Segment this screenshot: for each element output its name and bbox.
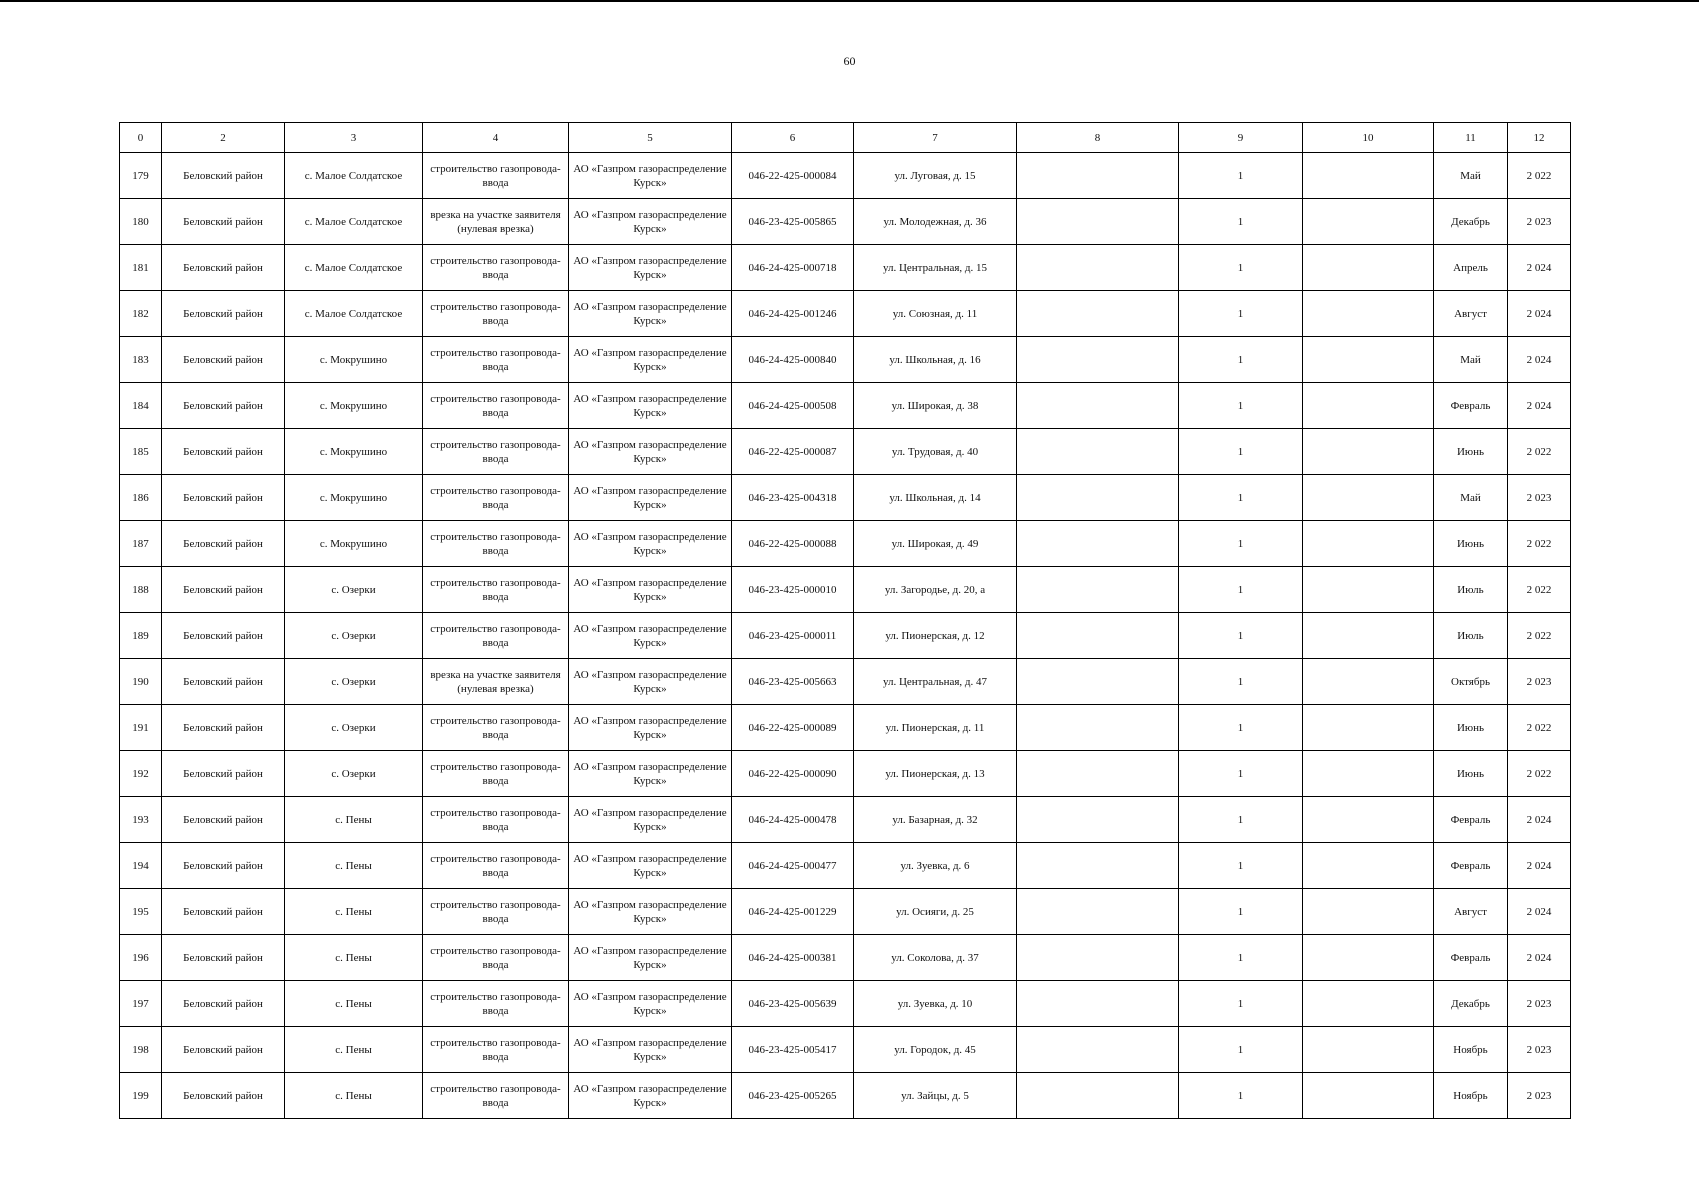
table-cell bbox=[1303, 199, 1434, 245]
table-cell: АО «Газпром газораспределение Курск» bbox=[569, 843, 732, 889]
table-cell: с. Озерки bbox=[285, 751, 423, 797]
table-cell: Беловский район bbox=[162, 567, 285, 613]
table-cell: 046-23-425-005417 bbox=[732, 1027, 854, 1073]
table-cell bbox=[1017, 521, 1179, 567]
table-cell: ул. Зуевка, д. 6 bbox=[854, 843, 1017, 889]
table-cell: 2 023 bbox=[1508, 475, 1571, 521]
table-row bbox=[120, 705, 1571, 751]
table-cell: Беловский район bbox=[162, 659, 285, 705]
table-row bbox=[120, 291, 1571, 337]
table-cell: ул. Луговая, д. 15 bbox=[854, 153, 1017, 199]
table-cell: Беловский район bbox=[162, 613, 285, 659]
table-cell: Беловский район bbox=[162, 751, 285, 797]
table-cell: Июнь bbox=[1434, 521, 1508, 567]
table-cell bbox=[1017, 567, 1179, 613]
table-cell: 046-22-425-000088 bbox=[732, 521, 854, 567]
table-cell: 046-24-425-000477 bbox=[732, 843, 854, 889]
table-cell: Беловский район bbox=[162, 475, 285, 521]
table-cell: 1 bbox=[1179, 521, 1303, 567]
table-cell: строительство газопровода-ввода bbox=[423, 843, 569, 889]
table-cell: ул. Осияги, д. 25 bbox=[854, 889, 1017, 935]
table-cell bbox=[1303, 705, 1434, 751]
table-cell: 192 bbox=[120, 751, 162, 797]
table-cell: ул. Союзная, д. 11 bbox=[854, 291, 1017, 337]
table-cell bbox=[1303, 843, 1434, 889]
table-cell: Апрель bbox=[1434, 245, 1508, 291]
table-cell bbox=[1017, 383, 1179, 429]
table-cell bbox=[1303, 751, 1434, 797]
table-row bbox=[120, 1027, 1571, 1073]
table-cell: ул. Загородье, д. 20, а bbox=[854, 567, 1017, 613]
table-cell: ул. Школьная, д. 16 bbox=[854, 337, 1017, 383]
table-cell: Беловский район bbox=[162, 843, 285, 889]
table-cell: с. Озерки bbox=[285, 705, 423, 751]
table-cell: 046-24-425-000508 bbox=[732, 383, 854, 429]
table-cell: 046-23-425-004318 bbox=[732, 475, 854, 521]
table-row bbox=[120, 245, 1571, 291]
table-cell: Ноябрь bbox=[1434, 1027, 1508, 1073]
table-cell: строительство газопровода-ввода bbox=[423, 935, 569, 981]
table-cell bbox=[1303, 1073, 1434, 1119]
table-cell: АО «Газпром газораспределение Курск» bbox=[569, 889, 732, 935]
table-cell: 180 bbox=[120, 199, 162, 245]
table-cell: с. Мокрушино bbox=[285, 337, 423, 383]
table-cell: Беловский район bbox=[162, 245, 285, 291]
table-cell: 1 bbox=[1179, 337, 1303, 383]
table-cell: 2 024 bbox=[1508, 797, 1571, 843]
table-cell: 1 bbox=[1179, 659, 1303, 705]
table-row bbox=[120, 567, 1571, 613]
table-cell: Август bbox=[1434, 889, 1508, 935]
table-cell: Ноябрь bbox=[1434, 1073, 1508, 1119]
table-row bbox=[120, 475, 1571, 521]
table-cell bbox=[1303, 245, 1434, 291]
table-cell: ул. Школьная, д. 14 bbox=[854, 475, 1017, 521]
table-cell: Беловский район bbox=[162, 291, 285, 337]
table-cell: АО «Газпром газораспределение Курск» bbox=[569, 153, 732, 199]
column-header: 3 bbox=[285, 123, 423, 153]
table-cell: АО «Газпром газораспределение Курск» bbox=[569, 981, 732, 1027]
table-cell: с. Пены bbox=[285, 981, 423, 1027]
table-cell: 2 024 bbox=[1508, 245, 1571, 291]
table-cell: Беловский район bbox=[162, 429, 285, 475]
table-cell: строительство газопровода-ввода bbox=[423, 337, 569, 383]
table-cell bbox=[1017, 245, 1179, 291]
header-row bbox=[120, 123, 1571, 153]
table-cell: Июль bbox=[1434, 613, 1508, 659]
table-cell: 046-22-425-000087 bbox=[732, 429, 854, 475]
table-cell: 190 bbox=[120, 659, 162, 705]
table-cell: ул. Молодежная, д. 36 bbox=[854, 199, 1017, 245]
table-cell: строительство газопровода-ввода bbox=[423, 475, 569, 521]
column-header: 6 bbox=[732, 123, 854, 153]
table-cell: 1 bbox=[1179, 797, 1303, 843]
table-cell: строительство газопровода-ввода bbox=[423, 383, 569, 429]
table-cell: 1 bbox=[1179, 843, 1303, 889]
table-cell: ул. Пионерская, д. 11 bbox=[854, 705, 1017, 751]
table-cell: ул. Базарная, д. 32 bbox=[854, 797, 1017, 843]
table-cell: с. Озерки bbox=[285, 659, 423, 705]
table-cell: 046-24-425-000381 bbox=[732, 935, 854, 981]
column-header: 9 bbox=[1179, 123, 1303, 153]
table-cell bbox=[1303, 429, 1434, 475]
table-row bbox=[120, 199, 1571, 245]
table-cell: Октябрь bbox=[1434, 659, 1508, 705]
page-number: 60 bbox=[843, 54, 856, 68]
table-cell bbox=[1303, 153, 1434, 199]
table-cell: 2 024 bbox=[1508, 843, 1571, 889]
table-cell: строительство газопровода-ввода bbox=[423, 521, 569, 567]
table-cell bbox=[1017, 705, 1179, 751]
table-cell: строительство газопровода-ввода bbox=[423, 981, 569, 1027]
table-cell: 184 bbox=[120, 383, 162, 429]
table-cell: 199 bbox=[120, 1073, 162, 1119]
table-cell: строительство газопровода-ввода bbox=[423, 797, 569, 843]
table-cell bbox=[1303, 613, 1434, 659]
table-cell: строительство газопровода-ввода bbox=[423, 1073, 569, 1119]
table-cell: с. Пены bbox=[285, 843, 423, 889]
table-cell: ул. Трудовая, д. 40 bbox=[854, 429, 1017, 475]
table-cell: 046-23-425-000011 bbox=[732, 613, 854, 659]
table-row bbox=[120, 1073, 1571, 1119]
table-cell bbox=[1017, 751, 1179, 797]
table-cell: 195 bbox=[120, 889, 162, 935]
table-cell: 2 022 bbox=[1508, 567, 1571, 613]
table-cell: Июль bbox=[1434, 567, 1508, 613]
table-cell: Февраль bbox=[1434, 843, 1508, 889]
table-cell: Беловский район bbox=[162, 153, 285, 199]
table-cell: врезка на участке заявителя (нулевая врезка) bbox=[423, 199, 569, 245]
table-body bbox=[120, 153, 1571, 1119]
table-cell: 1 bbox=[1179, 889, 1303, 935]
table-cell bbox=[1303, 475, 1434, 521]
table-cell: 2 024 bbox=[1508, 889, 1571, 935]
table-cell: с. Мокрушино bbox=[285, 383, 423, 429]
column-header: 8 bbox=[1017, 123, 1179, 153]
table-cell: с. Мокрушино bbox=[285, 475, 423, 521]
table-cell: Июнь bbox=[1434, 751, 1508, 797]
table-cell: 2 023 bbox=[1508, 199, 1571, 245]
table-cell: 189 bbox=[120, 613, 162, 659]
table-cell: Декабрь bbox=[1434, 981, 1508, 1027]
table-cell: Беловский район bbox=[162, 981, 285, 1027]
table-cell: 2 023 bbox=[1508, 1073, 1571, 1119]
table-cell: Беловский район bbox=[162, 383, 285, 429]
table-cell: АО «Газпром газораспределение Курск» bbox=[569, 1073, 732, 1119]
table-row bbox=[120, 981, 1571, 1027]
table-row bbox=[120, 521, 1571, 567]
table-cell bbox=[1303, 889, 1434, 935]
table-cell: строительство газопровода-ввода bbox=[423, 889, 569, 935]
table-cell: ул. Широкая, д. 49 bbox=[854, 521, 1017, 567]
table-cell bbox=[1017, 797, 1179, 843]
table-cell: Беловский район bbox=[162, 1027, 285, 1073]
table-cell: 046-22-425-000084 bbox=[732, 153, 854, 199]
table-cell: АО «Газпром газораспределение Курск» bbox=[569, 245, 732, 291]
table-cell: Февраль bbox=[1434, 935, 1508, 981]
table-cell: Беловский район bbox=[162, 705, 285, 751]
table-cell: 046-23-425-000010 bbox=[732, 567, 854, 613]
table-cell: строительство газопровода-ввода bbox=[423, 705, 569, 751]
column-header: 10 bbox=[1303, 123, 1434, 153]
table-cell: строительство газопровода-ввода bbox=[423, 245, 569, 291]
table-cell bbox=[1303, 337, 1434, 383]
table-cell bbox=[1303, 291, 1434, 337]
table-row bbox=[120, 751, 1571, 797]
table-cell: 1 bbox=[1179, 199, 1303, 245]
column-header: 4 bbox=[423, 123, 569, 153]
table-cell: 181 bbox=[120, 245, 162, 291]
table-cell: 194 bbox=[120, 843, 162, 889]
table-cell: 2 023 bbox=[1508, 981, 1571, 1027]
table-cell bbox=[1017, 1073, 1179, 1119]
table-cell: 046-23-425-005663 bbox=[732, 659, 854, 705]
table-cell: АО «Газпром газораспределение Курск» bbox=[569, 199, 732, 245]
table-cell: 1 bbox=[1179, 1073, 1303, 1119]
table-cell: 1 bbox=[1179, 981, 1303, 1027]
table-cell: строительство газопровода-ввода bbox=[423, 567, 569, 613]
column-header: 12 bbox=[1508, 123, 1571, 153]
table-cell: ул. Центральная, д. 47 bbox=[854, 659, 1017, 705]
table-cell: Май bbox=[1434, 337, 1508, 383]
table-cell: 1 bbox=[1179, 705, 1303, 751]
table-cell: с. Мокрушино bbox=[285, 429, 423, 475]
table-cell: 046-24-425-001229 bbox=[732, 889, 854, 935]
table-cell: АО «Газпром газораспределение Курск» bbox=[569, 475, 732, 521]
table-cell: 1 bbox=[1179, 153, 1303, 199]
table-cell: ул. Городок, д. 45 bbox=[854, 1027, 1017, 1073]
table-row bbox=[120, 935, 1571, 981]
table-cell bbox=[1303, 521, 1434, 567]
table-cell: Беловский район bbox=[162, 199, 285, 245]
table-row bbox=[120, 383, 1571, 429]
table-cell: 196 bbox=[120, 935, 162, 981]
table-cell: 2 024 bbox=[1508, 935, 1571, 981]
table-cell: 2 023 bbox=[1508, 1027, 1571, 1073]
data-table bbox=[119, 122, 1571, 1119]
table-cell: с. Пены bbox=[285, 889, 423, 935]
table-cell: АО «Газпром газораспределение Курск» bbox=[569, 337, 732, 383]
table-cell: 197 bbox=[120, 981, 162, 1027]
table-cell: 046-22-425-000089 bbox=[732, 705, 854, 751]
table-cell: 187 bbox=[120, 521, 162, 567]
table-cell bbox=[1017, 291, 1179, 337]
table-cell: Август bbox=[1434, 291, 1508, 337]
table-cell: Беловский район bbox=[162, 1073, 285, 1119]
table-cell bbox=[1303, 981, 1434, 1027]
table-cell: АО «Газпром газораспределение Курск» bbox=[569, 567, 732, 613]
table-cell: Беловский район bbox=[162, 337, 285, 383]
table-cell: строительство газопровода-ввода bbox=[423, 153, 569, 199]
table-cell: 2 022 bbox=[1508, 521, 1571, 567]
table-cell: с. Пены bbox=[285, 1027, 423, 1073]
table-cell: 2 022 bbox=[1508, 613, 1571, 659]
table-cell bbox=[1017, 1027, 1179, 1073]
table-cell bbox=[1303, 797, 1434, 843]
table-cell: 2 024 bbox=[1508, 291, 1571, 337]
table-cell bbox=[1017, 613, 1179, 659]
table-cell: с. Озерки bbox=[285, 567, 423, 613]
table-cell: АО «Газпром газораспределение Курск» bbox=[569, 797, 732, 843]
table-cell bbox=[1303, 567, 1434, 613]
table-cell: с. Пены bbox=[285, 797, 423, 843]
table-cell: строительство газопровода-ввода bbox=[423, 751, 569, 797]
table-cell: АО «Газпром газораспределение Курск» bbox=[569, 705, 732, 751]
table-cell: 2 022 bbox=[1508, 705, 1571, 751]
table-cell: Декабрь bbox=[1434, 199, 1508, 245]
table-cell: строительство газопровода-ввода bbox=[423, 429, 569, 475]
table-cell bbox=[1017, 843, 1179, 889]
table-cell bbox=[1017, 429, 1179, 475]
table-cell: 2 022 bbox=[1508, 429, 1571, 475]
table-cell: 2 024 bbox=[1508, 337, 1571, 383]
table-row bbox=[120, 843, 1571, 889]
table-cell: Февраль bbox=[1434, 383, 1508, 429]
table-cell: 046-24-425-000478 bbox=[732, 797, 854, 843]
table-cell: 046-24-425-000718 bbox=[732, 245, 854, 291]
table-row bbox=[120, 153, 1571, 199]
table-row bbox=[120, 429, 1571, 475]
table-cell: строительство газопровода-ввода bbox=[423, 613, 569, 659]
table-row bbox=[120, 613, 1571, 659]
table-cell: ул. Широкая, д. 38 bbox=[854, 383, 1017, 429]
table-cell: АО «Газпром газораспределение Курск» bbox=[569, 291, 732, 337]
table-cell: 183 bbox=[120, 337, 162, 383]
table-cell: ул. Центральная, д. 15 bbox=[854, 245, 1017, 291]
table-cell: ул. Зуевка, д. 10 bbox=[854, 981, 1017, 1027]
table-cell: АО «Газпром газораспределение Курск» bbox=[569, 521, 732, 567]
table-cell: 046-22-425-000090 bbox=[732, 751, 854, 797]
table-cell: 2 024 bbox=[1508, 383, 1571, 429]
table-cell: 1 bbox=[1179, 567, 1303, 613]
table-cell: АО «Газпром газораспределение Курск» bbox=[569, 429, 732, 475]
table-cell: Беловский район bbox=[162, 935, 285, 981]
table-cell: Июнь bbox=[1434, 705, 1508, 751]
table-cell: с. Озерки bbox=[285, 613, 423, 659]
table-cell: Беловский район bbox=[162, 521, 285, 567]
table-cell: Май bbox=[1434, 153, 1508, 199]
table-cell bbox=[1017, 199, 1179, 245]
table-cell: Июнь bbox=[1434, 429, 1508, 475]
table-cell: 1 bbox=[1179, 1027, 1303, 1073]
table-cell: с. Малое Солдатское bbox=[285, 245, 423, 291]
column-header: 0 bbox=[120, 123, 162, 153]
table-cell: АО «Газпром газораспределение Курск» bbox=[569, 751, 732, 797]
table-cell: 188 bbox=[120, 567, 162, 613]
table-cell: 182 bbox=[120, 291, 162, 337]
table-cell: 1 bbox=[1179, 935, 1303, 981]
table-cell: 191 bbox=[120, 705, 162, 751]
table-cell bbox=[1017, 935, 1179, 981]
table-cell: Беловский район bbox=[162, 797, 285, 843]
table-cell: 1 bbox=[1179, 751, 1303, 797]
table-cell: 1 bbox=[1179, 475, 1303, 521]
table-cell bbox=[1303, 935, 1434, 981]
table-cell: АО «Газпром газораспределение Курск» bbox=[569, 935, 732, 981]
table-cell: с. Мокрушино bbox=[285, 521, 423, 567]
column-header: 2 bbox=[162, 123, 285, 153]
table-cell: Май bbox=[1434, 475, 1508, 521]
table-cell bbox=[1017, 981, 1179, 1027]
table-cell: 1 bbox=[1179, 383, 1303, 429]
table-cell: 1 bbox=[1179, 429, 1303, 475]
table-cell: Беловский район bbox=[162, 889, 285, 935]
table-cell: с. Малое Солдатское bbox=[285, 199, 423, 245]
table-cell: 046-24-425-001246 bbox=[732, 291, 854, 337]
column-header: 5 bbox=[569, 123, 732, 153]
table-cell bbox=[1017, 475, 1179, 521]
table-cell: строительство газопровода-ввода bbox=[423, 291, 569, 337]
table-cell: с. Пены bbox=[285, 935, 423, 981]
table-cell: строительство газопровода-ввода bbox=[423, 1027, 569, 1073]
table-cell: 185 bbox=[120, 429, 162, 475]
table-row bbox=[120, 659, 1571, 705]
table-cell: с. Пены bbox=[285, 1073, 423, 1119]
table-cell bbox=[1303, 659, 1434, 705]
top-border-line bbox=[0, 0, 1699, 2]
table-cell: АО «Газпром газораспределение Курск» bbox=[569, 613, 732, 659]
table-cell: 046-23-425-005265 bbox=[732, 1073, 854, 1119]
table-cell: врезка на участке заявителя (нулевая врезка) bbox=[423, 659, 569, 705]
table-row bbox=[120, 889, 1571, 935]
table-row bbox=[120, 797, 1571, 843]
table-cell bbox=[1017, 889, 1179, 935]
table-cell: 186 bbox=[120, 475, 162, 521]
table-cell: ул. Пионерская, д. 13 bbox=[854, 751, 1017, 797]
table-cell: 2 022 bbox=[1508, 751, 1571, 797]
table-cell: ул. Соколова, д. 37 bbox=[854, 935, 1017, 981]
table-cell: 046-24-425-000840 bbox=[732, 337, 854, 383]
table-cell: 1 bbox=[1179, 245, 1303, 291]
table-cell: Февраль bbox=[1434, 797, 1508, 843]
table-cell: 2 022 bbox=[1508, 153, 1571, 199]
table-cell: ул. Зайцы, д. 5 bbox=[854, 1073, 1017, 1119]
table-cell: АО «Газпром газораспределение Курск» bbox=[569, 383, 732, 429]
table-cell: с. Малое Солдатское bbox=[285, 153, 423, 199]
table-cell: ул. Пионерская, д. 12 bbox=[854, 613, 1017, 659]
table-cell: 046-23-425-005865 bbox=[732, 199, 854, 245]
table-row bbox=[120, 337, 1571, 383]
table-cell: 1 bbox=[1179, 613, 1303, 659]
table-cell: 046-23-425-005639 bbox=[732, 981, 854, 1027]
table-cell bbox=[1303, 1027, 1434, 1073]
table-cell bbox=[1303, 383, 1434, 429]
table-cell: 2 023 bbox=[1508, 659, 1571, 705]
table-cell: 198 bbox=[120, 1027, 162, 1073]
table-cell: 193 bbox=[120, 797, 162, 843]
table-cell bbox=[1017, 153, 1179, 199]
table-cell: 1 bbox=[1179, 291, 1303, 337]
column-header: 7 bbox=[854, 123, 1017, 153]
column-header: 11 bbox=[1434, 123, 1508, 153]
table-cell bbox=[1017, 659, 1179, 705]
table-cell: с. Малое Солдатское bbox=[285, 291, 423, 337]
table-cell bbox=[1017, 337, 1179, 383]
table-cell: АО «Газпром газораспределение Курск» bbox=[569, 659, 732, 705]
table-cell: АО «Газпром газораспределение Курск» bbox=[569, 1027, 732, 1073]
table-cell: 179 bbox=[120, 153, 162, 199]
